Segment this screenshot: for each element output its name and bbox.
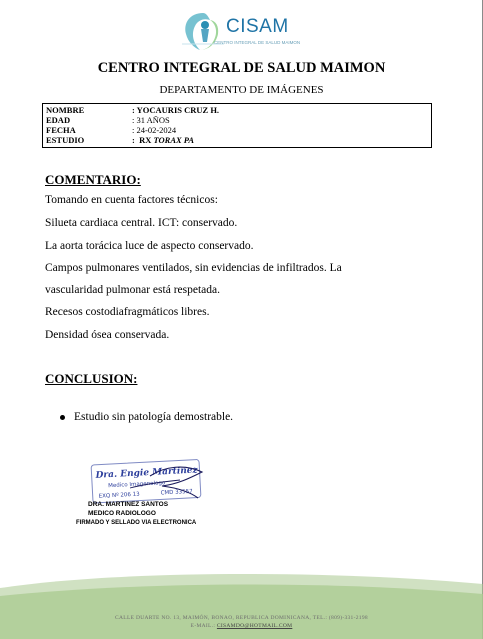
footer-email-label: E-MAIL.: [190,623,216,629]
footer-address: CALLE DUARTE NO. 13, MAIMÓN, BONAO, REPUBLICA DOMINICANA, TEL.: (809)-331-2198 [115,615,368,621]
logo-name: CISAM [226,16,289,37]
conclusion-item [60,411,233,423]
study-prefix: : RX [132,135,154,145]
footer-email-line [0,622,483,630]
info-label: NOMBRE [46,105,85,115]
comentario-line: vascularidad pulmonar está respetada. [45,284,220,296]
footer-email-link[interactable]: CISAMDO@HOTMAIL.COM [216,623,293,629]
study-name: TORAX PA [153,135,195,145]
patient-row-date [46,125,428,135]
signature-stamp [90,458,210,504]
comentario-line: Tomando en cuenta factores técnicos: [45,194,218,206]
patient-row-age [46,115,428,125]
info-value [132,135,194,145]
info-value: : 24-02-2024 [132,125,177,135]
comentario-line: Campos pulmonares ventilados, sin evidencias de infiltrados. La [45,262,342,274]
cisam-logo-icon [178,10,228,54]
patient-info-box [42,103,432,148]
patient-row-study [46,135,428,145]
doctor-role: MEDICO RADIOLOGO [88,510,156,517]
footer [0,614,483,630]
comentario-line: Recesos costodiafragmáticos libres. [45,306,210,318]
comentario-title: COMENTARIO: [45,172,141,187]
signature-note: FIRMADO Y SELLADO VIA ELECTRONICA [76,520,197,526]
logo-subtitle: CENTRO INTEGRAL DE SALUD MAIMON [214,40,301,45]
cisam-logo [178,10,301,54]
stamp-exq: EXQ Nº 206 13 [98,491,140,500]
info-label: EDAD [46,115,71,125]
comentario-line: Densidad ósea conservada. [45,329,170,341]
signature-block [76,500,197,528]
info-value: : 31 AÑOS [132,115,170,125]
comentario-line: Silueta cardiaca central. ICT: conservado. [45,217,238,229]
conclusion-text: Estudio sin patología demostrable. [74,411,234,423]
department-title: DEPARTAMENTO DE IMÁGENES [159,84,324,96]
comentario-line: La aorta torácica luce de aspecto conservado. [45,240,254,252]
patient-row-name [46,105,428,115]
info-value: : YOCAURIS CRUZ H. [132,105,220,115]
info-label: FECHA [46,125,76,135]
doctor-name: DRA. MARTINEZ SANTOS [88,501,169,508]
stamp-role: Medico Imagenologo [108,480,166,490]
page-title: CENTRO INTEGRAL DE SALUD MAIMON [97,60,386,76]
info-label: ESTUDIO [46,135,85,145]
stamp-cmd: CMD 33557 [160,488,193,497]
stamp-name: Dra. Engie Martinez [95,465,198,481]
bullet-icon [60,415,65,420]
conclusion-title: CONCLUSION: [45,371,138,386]
